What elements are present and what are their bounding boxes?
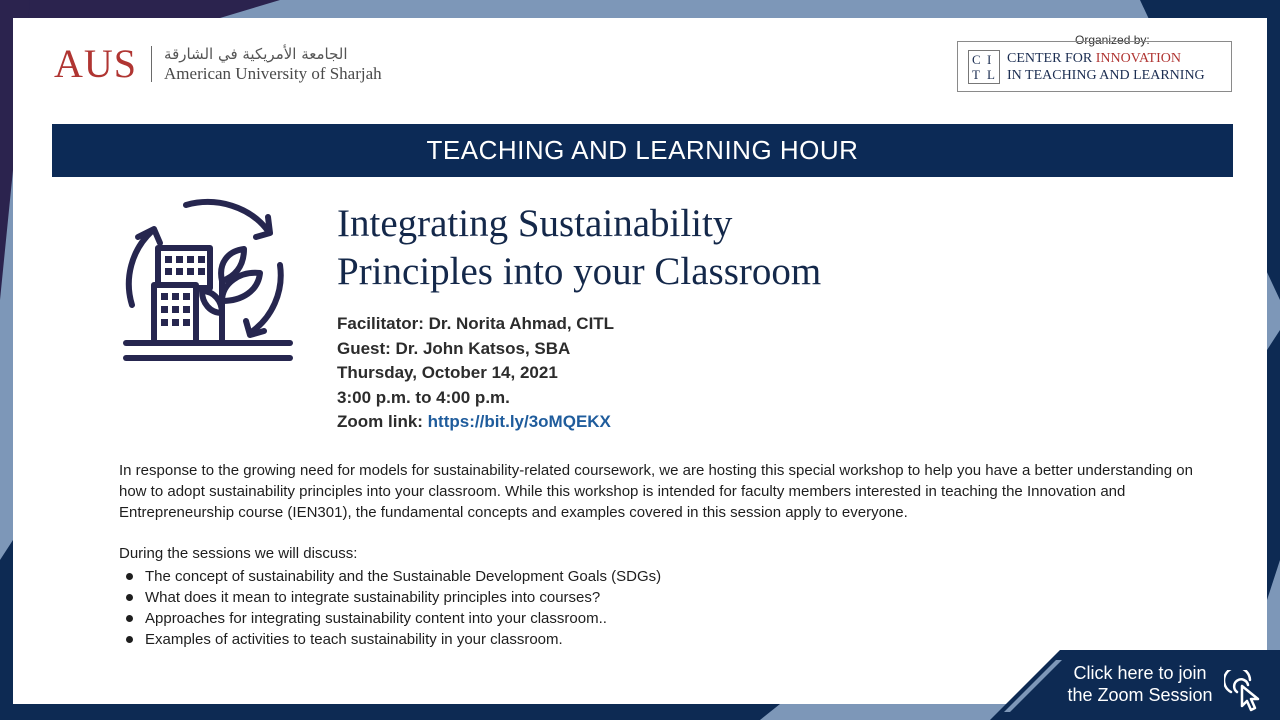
aus-logo-mark: AUS — [54, 41, 138, 86]
workshop-description: In response to the growing need for models for sustainability-related coursework, we are hosting this special workshop to help you have a better understanding on how to adopt sustainability principles into your classroom. While this workshop is intended for faculty members interested in teaching the Innovation and Entrepreneurship course (IEN301), the fundamental concepts and examples covered in this session apply to everyone. — [119, 462, 1193, 521]
pointer-click-icon[interactable] — [1224, 670, 1268, 714]
logo-divider — [151, 46, 152, 82]
zoom-link[interactable]: https://bit.ly/3oMQEKX — [427, 412, 611, 431]
event-date: Thursday, October 14, 2021 — [337, 363, 558, 382]
aus-english-name: American University of Sharjah — [164, 64, 382, 83]
organized-by-label: Organized by: — [1075, 33, 1150, 47]
zoom-link-row — [337, 410, 614, 435]
event-details — [337, 312, 614, 435]
aus-arabic-name: الجامعة الأمريكية في الشارقة — [164, 45, 348, 63]
citl-mark-letter: T — [972, 67, 980, 82]
facilitator-info: Facilitator: Dr. Norita Ahmad, CITL — [337, 314, 615, 333]
citl-name-line2: IN TEACHING AND LEARNING — [1007, 68, 1205, 83]
aus-logo-names — [164, 44, 382, 84]
bullet-icon — [126, 636, 133, 643]
event-series-banner: TEACHING AND LEARNING HOUR — [52, 124, 1233, 177]
guest-info: Guest: Dr. John Katsos, SBA — [337, 338, 571, 358]
event-time: 3:00 p.m. to 4:00 p.m. — [337, 387, 510, 407]
bullet-icon — [126, 594, 133, 601]
sustainability-building-plant-icon — [118, 193, 298, 368]
bullet-icon — [126, 573, 133, 580]
citl-logo — [957, 41, 1232, 92]
citl-name-part: CENTER FOR — [1007, 51, 1096, 66]
topic-text: What does it mean to integrate sustainability principles into courses? — [145, 589, 601, 606]
discussion-topics — [119, 566, 661, 650]
event-title-line1: Integrating Sustainability — [337, 202, 733, 245]
topic-text: Examples of activities to teach sustainability in your classroom. — [145, 631, 563, 648]
zoom-link-label: Zoom link: — [337, 412, 428, 431]
join-zoom-label-line2: the Zoom Session — [1067, 685, 1213, 705]
event-title — [337, 200, 821, 296]
citl-mark-letter: C — [972, 52, 981, 67]
bullet-icon — [126, 615, 133, 622]
citl-logo-mark — [968, 50, 1000, 84]
join-zoom-label[interactable] — [1060, 662, 1220, 706]
list-item — [119, 587, 661, 608]
topic-text: The concept of sustainability and the Sustainable Development Goals (SDGs) — [145, 568, 662, 585]
list-item — [119, 629, 661, 650]
aus-logo — [54, 42, 382, 86]
citl-name-line1 — [1007, 51, 1181, 67]
list-item — [119, 566, 661, 587]
join-zoom-label-line1: Click here to join — [1073, 663, 1207, 683]
event-title-line2: Principles into your Classroom — [337, 250, 822, 293]
citl-mark-letter: L — [987, 67, 995, 82]
discussion-intro: During the sessions we will discuss: — [119, 545, 358, 562]
citl-name-accent: INNOVATION — [1095, 51, 1181, 66]
citl-mark-letter: I — [987, 52, 992, 67]
list-item — [119, 608, 661, 629]
topic-text: Approaches for integrating sustainability content into your classroom.. — [145, 610, 607, 627]
